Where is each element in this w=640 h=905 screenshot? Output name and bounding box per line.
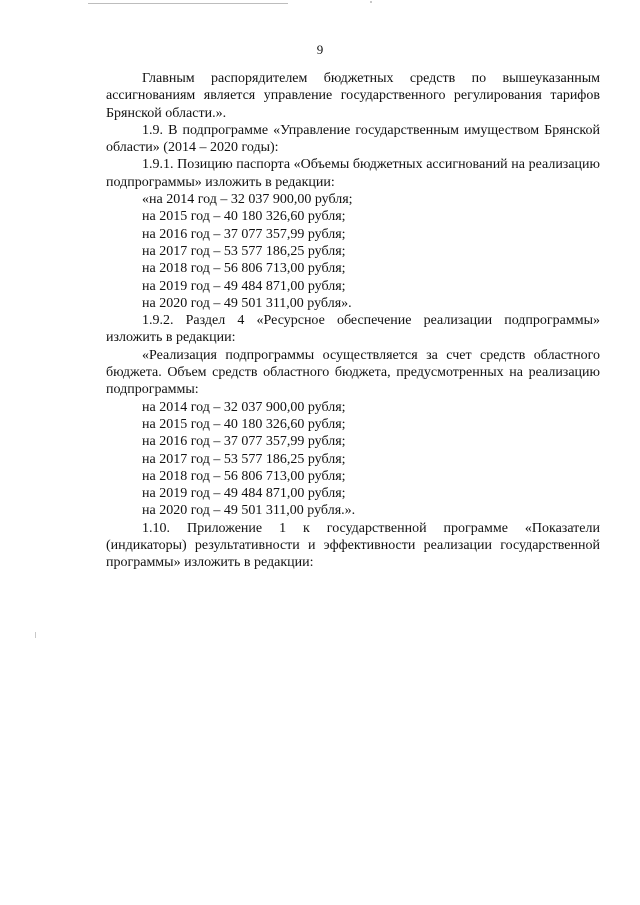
allocation-line: на 2020 год – 49 501 311,00 рубля.». — [142, 503, 356, 519]
allocation-line: на 2019 год – 49 484 871,00 рубля; — [142, 278, 346, 294]
allocation-line: на 2016 год – 37 077 357,99 рубля; — [142, 434, 346, 450]
paragraph-1-9: 1.9. В подпрограмме «Управление государственным имуществом Брянской области» (2014 – 2020 годы): — [106, 122, 600, 156]
allocation-line: на 2017 год – 53 577 186,25 рубля; — [142, 451, 346, 467]
allocation-line: на 2020 год – 49 501 311,00 рубля». — [142, 295, 352, 311]
paragraph-1-10: 1.10. Приложение 1 к государственной программе «Показатели (индикаторы) результативности и эффективности реализации государственной программы» изложить в редакции: — [106, 520, 600, 571]
allocation-line: на 2016 год – 37 077 357,99 рубля; — [142, 226, 346, 242]
page-number: 9 — [316, 42, 324, 57]
allocation-line: на 2014 год – 32 037 900,00 рубля; — [142, 399, 346, 415]
paragraph-1-9-2: 1.9.2. Раздел 4 «Ресурсное обеспечение реализации подпрограммы» изложить в редакции: — [106, 313, 600, 346]
allocation-list-section-4 — [106, 399, 600, 520]
allocation-line: «на 2014 год – 32 037 900,00 рубля; — [142, 192, 353, 208]
allocation-line: на 2017 год – 53 577 186,25 рубля; — [142, 243, 346, 259]
paragraph-implementation: «Реализация подпрограммы осуществляется за счет средств областного бюджета. Объем средств областного бюджета, предусмотренных на реализацию подпрограммы: — [106, 347, 600, 398]
allocation-line: на 2019 год – 49 484 871,00 рубля; — [142, 486, 346, 502]
allocation-list-passport — [106, 191, 600, 312]
paragraph-chief-administrator: Главным распорядителем бюджетных средств по вышеуказанным ассигнованиям является управление государственного регулирования тарифов Брянской области.». — [106, 71, 600, 121]
scan-artifact-dot — [370, 1, 372, 3]
document-body — [106, 70, 600, 572]
allocation-line: на 2015 год – 40 180 326,60 рубля; — [142, 209, 346, 225]
allocation-line: на 2018 год – 56 806 713,00 рубля; — [142, 261, 346, 277]
allocation-line: на 2018 год – 56 806 713,00 рубля; — [142, 468, 346, 484]
scan-artifact-line — [88, 3, 288, 4]
allocation-line: на 2015 год – 40 180 326,60 рубля; — [142, 416, 346, 432]
paragraph-1-9-1: 1.9.1. Позицию паспорта «Объемы бюджетных ассигнований на реализацию подпрограммы» изложить в редакции: — [106, 157, 600, 190]
scan-artifact-mark — [35, 632, 36, 638]
